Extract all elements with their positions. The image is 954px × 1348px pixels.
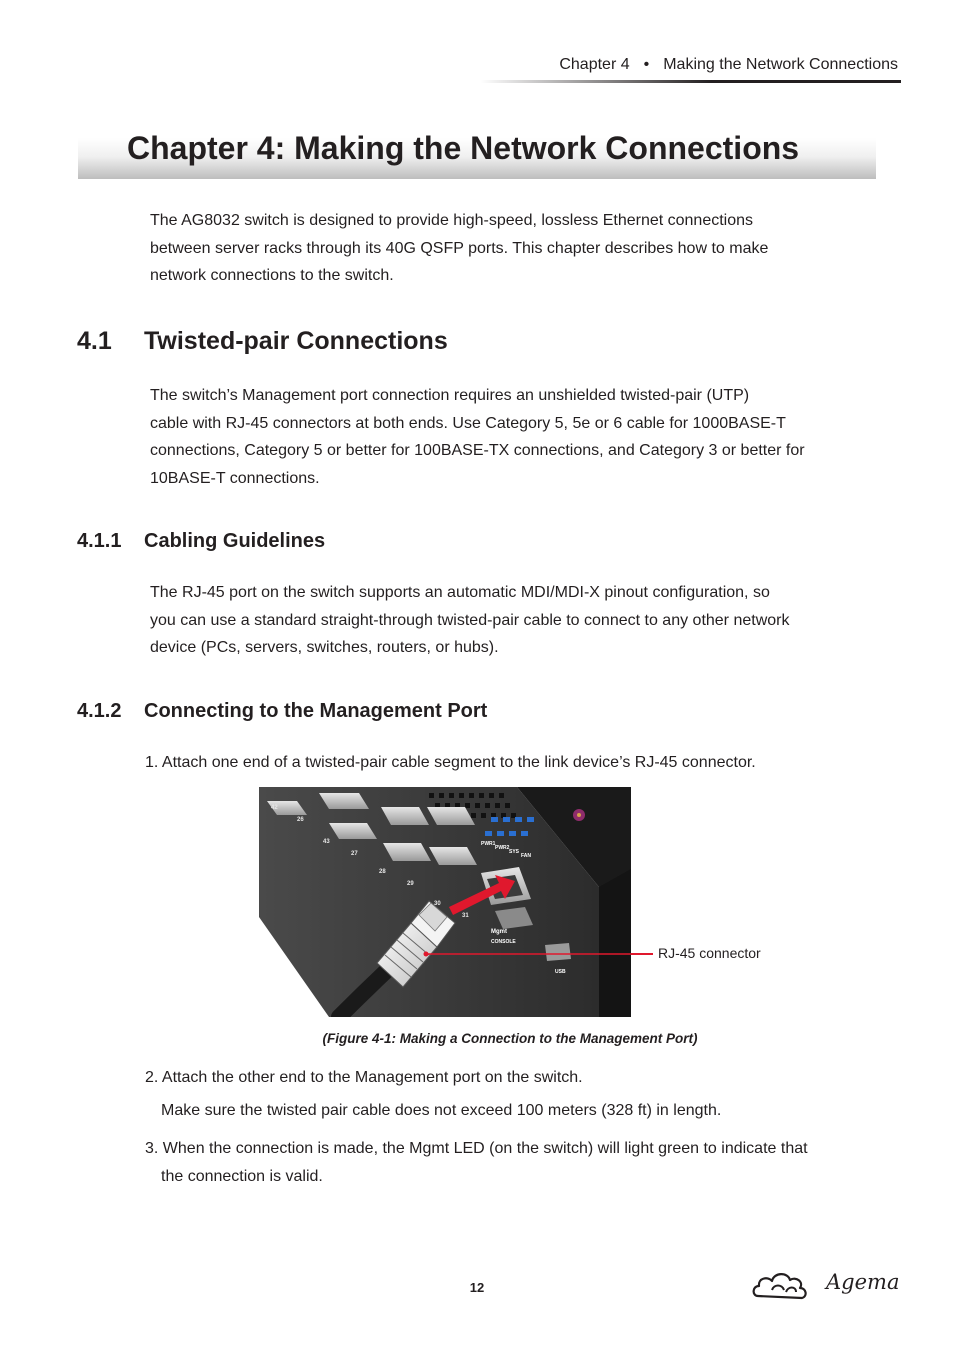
mgmt-label: Mgmt [491,929,507,935]
port-label: 26 [297,817,304,823]
paragraph-line: cable with RJ-45 connectors at both ends. Use Category 5, 5e or 6 cable for 1000BASE-T [150,414,786,432]
port-label: 43 [323,839,330,845]
port-label: 27 [351,851,358,857]
paragraph-line: The RJ-45 port on the switch supports an automatic MDI/MDI-X pinout configuration, so [150,584,770,601]
port-label: 30 [434,901,441,907]
header-rule [480,80,901,83]
console-label: CONSOLE [491,939,516,945]
intro-line: between server racks through its 40G QSFP ports. This chapter describes how to make [150,239,769,257]
figure-caption: (Figure 4-1: Making a Connection to the Management Port) [322,1031,698,1046]
running-header-bullet: • [643,56,650,73]
step-2: 2. Attach the other end to the Management port on the switch. [145,1069,583,1086]
section-4-1-2-heading [77,700,487,723]
intro-paragraph [150,207,880,290]
led-label: PWR2 [495,845,510,851]
chapter-title: Chapter 4: Making the Network Connections [127,130,800,166]
section-number: 4.1.1 [77,530,122,552]
step-3: 3. When the connection is made, the Mgmt LED (on the switch) will light green to indicate that [145,1140,808,1157]
port-label: 42 [271,805,278,811]
port-label: 28 [379,869,386,875]
intro-line: The AG8032 switch is designed to provide high-speed, lossless Ethernet connections [150,212,754,229]
section-title: Cabling Guidelines [144,530,326,552]
section-number: 4.1.2 [77,700,122,722]
section-4-1-heading [77,327,448,356]
running-header-chapter: Chapter 4 [559,56,630,73]
intro-line: network connections to the switch. [150,267,394,284]
paragraph-line: The switch’s Management port connection requires an unshielded twisted-pair (UTP) [150,387,750,404]
callout-line-extension [631,953,653,955]
section-4-1-1-heading [77,530,325,553]
led-label: PWR1 [481,841,496,847]
port-label: 31 [462,913,469,919]
section-number: 4.1 [77,327,112,355]
section-4-1-paragraph [150,382,890,492]
paragraph-line: 10BASE-T connections. [150,469,320,487]
usb-label: USB [555,969,566,975]
running-header [480,56,898,74]
paragraph-line: connections, Category 5 or better for 100BASE-TX connections, and Category 3 or better for [150,442,805,459]
step-1: 1. Attach one end of a twisted-pair cable segment to the link device’s RJ-45 connector. [145,754,756,771]
usb-port [545,943,571,961]
led-label: SYS [509,849,520,855]
section-4-1-1-paragraph [150,579,890,662]
port-label: 29 [407,881,414,887]
running-header-title: Making the Network Connections [663,56,898,73]
callout-label: RJ-45 connector [658,945,761,961]
section-title: Connecting to the Management Port [144,700,488,722]
step-3-continued: the connection is valid. [161,1168,323,1185]
section-title: Twisted-pair Connections [144,327,448,355]
paragraph-line: device (PCs, servers, switches, routers, or hubs). [150,639,499,656]
step-2-note: Make sure the twisted pair cable does not exceed 100 meters (328 ft) in length. [161,1102,722,1119]
led-label: FAN [521,853,531,859]
brand-wordmark: Agema [826,1270,900,1294]
management-port-figure [259,787,631,1017]
paragraph-line: you can use a standard straight-through twisted-pair cable to connect to any other network [150,611,790,629]
page-number: 12 [469,1280,485,1295]
